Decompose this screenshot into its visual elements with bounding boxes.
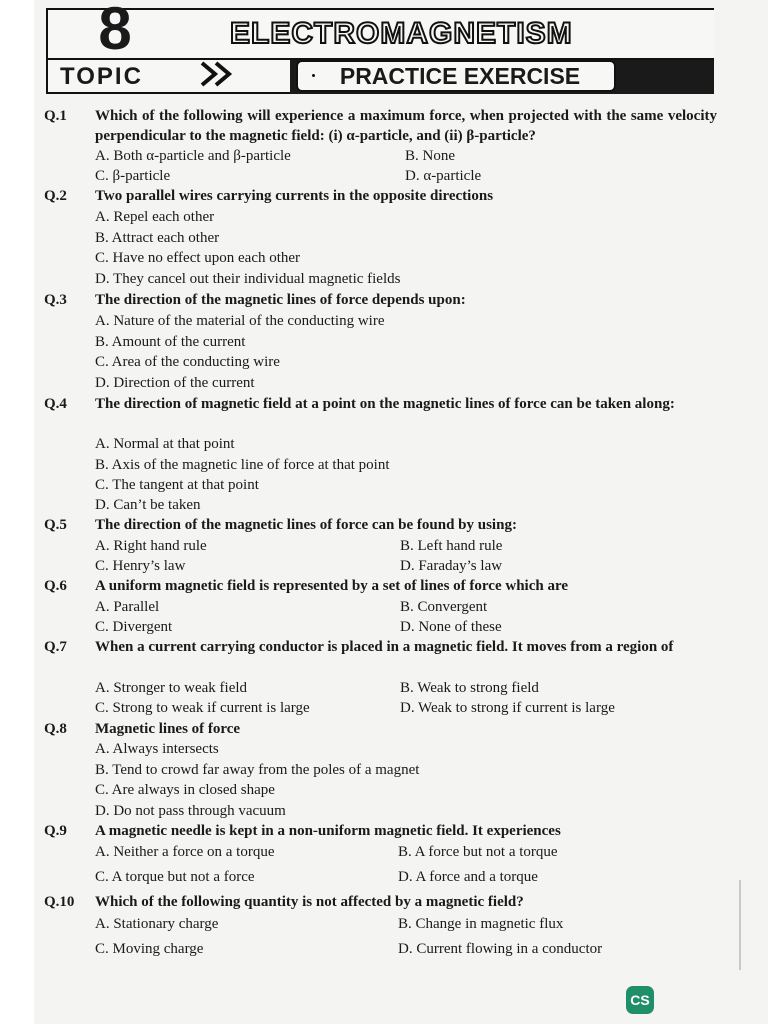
topic-label: TOPIC [60, 63, 143, 90]
option: D. Can’t be taken [95, 497, 201, 513]
option: B. Change in magnetic flux [398, 916, 564, 932]
option: C. Have no effect upon each other [95, 250, 301, 266]
option: A. Right hand rule [95, 538, 207, 554]
question-text: The direction of magnetic field at a point on the magnetic lines of force can be taken along: [95, 396, 675, 412]
option: B. Convergent [400, 599, 488, 615]
option: D. α-particle [405, 168, 482, 184]
question-text: A magnetic needle is kept in a non-uniform magnetic field. It experiences [95, 823, 561, 839]
option: D. They cancel out their individual magnetic fields [95, 271, 401, 287]
option: C. β-particle [95, 168, 171, 184]
option: D. Faraday’s law [400, 558, 503, 574]
option: B. Left hand rule [400, 538, 503, 554]
question-text: Which of the following will experience a maximum force, when projected with the same velocity perpendicular to the magnetic field: (i) α-particle, and (ii) β-particle? [95, 108, 717, 144]
option: C. A torque but not a force [95, 869, 255, 885]
option: A. Neither a force on a torque [95, 844, 275, 860]
question-text: The direction of the magnetic lines of force depends upon: [95, 292, 466, 308]
question-text: Magnetic lines of force [95, 721, 241, 737]
option: B. A force but not a torque [398, 844, 558, 860]
chevron-right-icon [198, 60, 244, 88]
option: B. Amount of the current [95, 334, 246, 350]
option: C. Are always in closed shape [95, 782, 275, 798]
question-number: Q.5 [44, 517, 67, 533]
option: C. Moving charge [95, 941, 204, 957]
option: C. Divergent [95, 619, 173, 635]
option: A. Normal at that point [95, 436, 235, 452]
question-number: Q.7 [44, 639, 67, 655]
page-margin [0, 0, 34, 1024]
option: C. Area of the conducting wire [95, 354, 280, 370]
option: A. Repel each other [95, 209, 215, 225]
option: D. None of these [400, 619, 502, 635]
option: B. Tend to crowd far away from the poles of a magnet [95, 762, 420, 778]
question-text: Which of the following quantity is not affected by a magnetic field? [95, 894, 524, 910]
option: A. Nature of the material of the conducting wire [95, 313, 385, 329]
question-number: Q.8 [44, 721, 67, 737]
option: A. Parallel [95, 599, 160, 615]
question-text: Two parallel wires carrying currents in the opposite directions [95, 188, 494, 204]
option: D. Direction of the current [95, 375, 255, 391]
option: D. Do not pass through vacuum [95, 803, 286, 819]
question-number: Q.9 [44, 823, 67, 839]
option: C. Strong to weak if current is large [95, 700, 310, 716]
option: C. Henry’s law [95, 558, 186, 574]
option: A. Both α-particle and β-particle [95, 148, 291, 164]
question-text: The direction of the magnetic lines of force can be found by using: [95, 517, 517, 533]
page-edge-line [739, 880, 741, 970]
option: B. Weak to strong field [400, 680, 539, 696]
question-number: Q.1 [44, 108, 67, 124]
topic-number: 8 [98, 0, 132, 62]
option: D. Current flowing in a conductor [398, 941, 603, 957]
question-number: Q.10 [44, 894, 75, 910]
question-number: Q.3 [44, 292, 67, 308]
question-text: A uniform magnetic field is represented by a set of lines of force which are [95, 578, 568, 594]
option: B. Attract each other [95, 230, 220, 246]
option: A. Always intersects [95, 741, 219, 757]
option: A. Stationary charge [95, 916, 219, 932]
question-number: Q.4 [44, 396, 67, 412]
option: D. A force and a torque [398, 869, 538, 885]
chapter-title: ELECTROMAGNETISM [230, 17, 573, 50]
question-number: Q.6 [44, 578, 67, 594]
option: B. Axis of the magnetic line of force at that point [95, 457, 390, 473]
question-text: When a current carrying conductor is placed in a magnetic field. It moves from a region of [95, 639, 674, 655]
question-number: Q.2 [44, 188, 67, 204]
section-title: PRACTICE EXERCISE [339, 63, 581, 89]
option: C. The tangent at that point [95, 477, 259, 493]
option: D. Weak to strong if current is large [400, 700, 615, 716]
option: A. Stronger to weak field [95, 680, 248, 696]
scanner-logo-icon: CS [626, 986, 654, 1014]
option: B. None [405, 148, 455, 164]
